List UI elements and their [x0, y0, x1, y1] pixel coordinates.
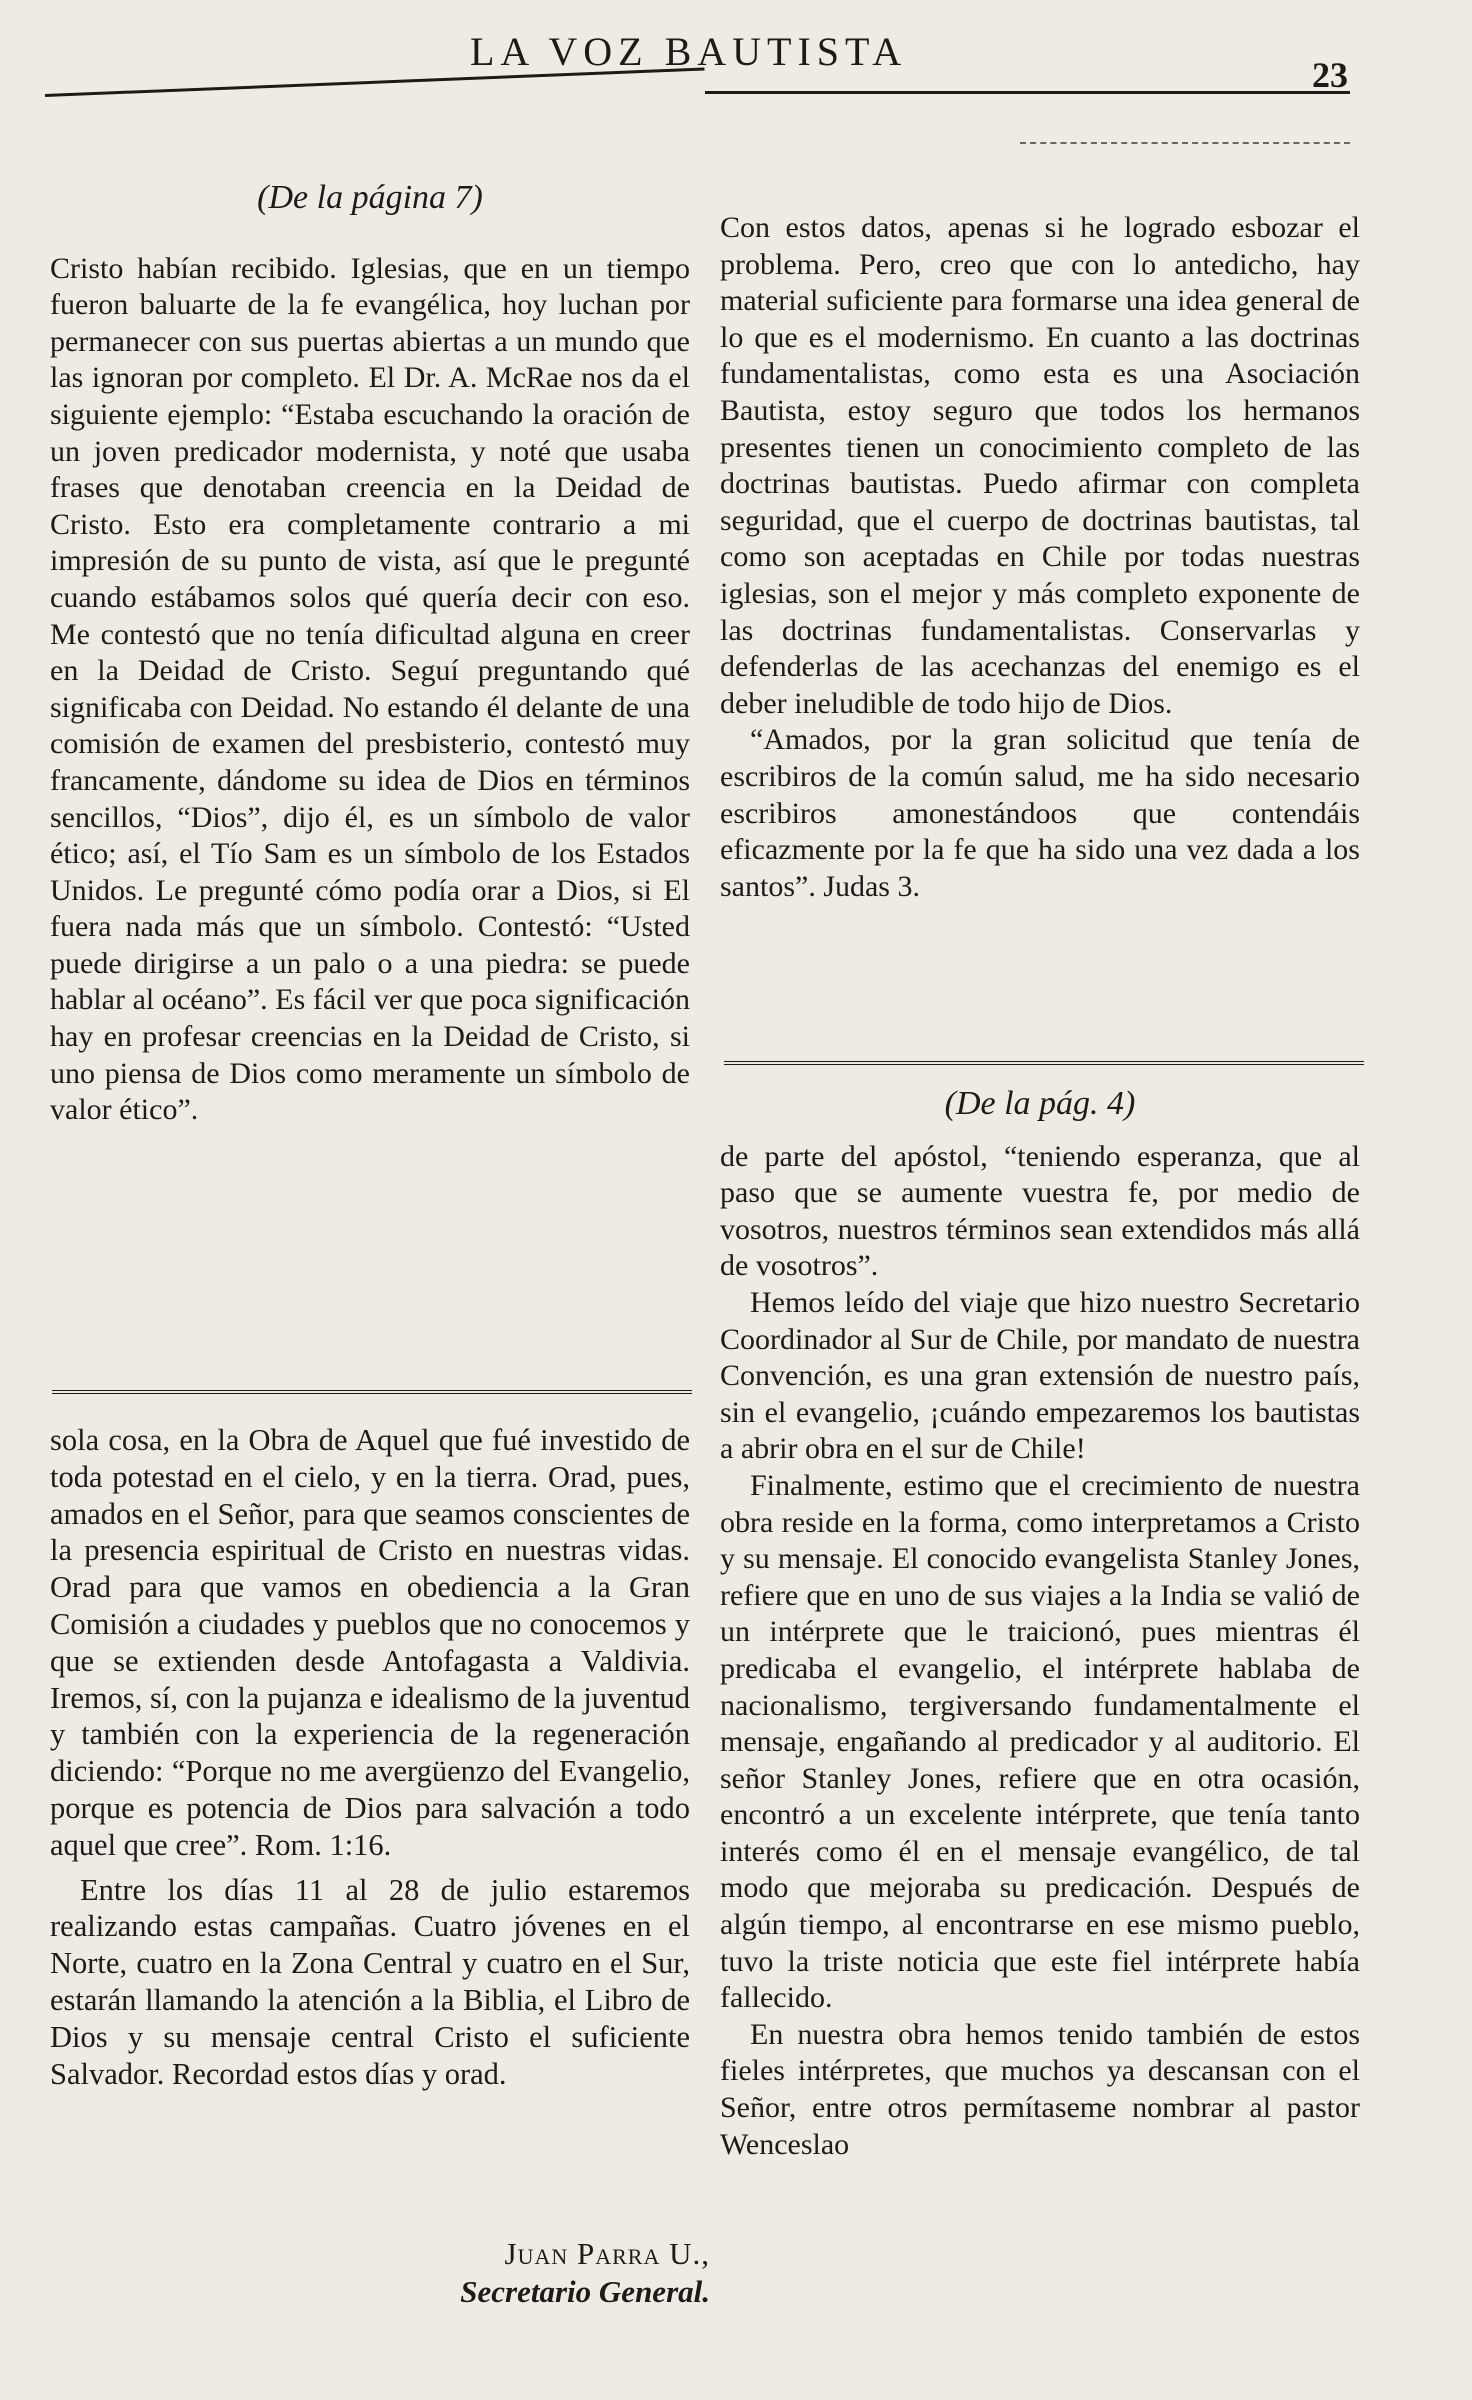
signature-block	[400, 2235, 710, 2311]
article-paragraph: Hemos leído del viaje que hizo nuestro Secretario Coordinador al Sur de Chile, por mandato de nuestra Convención, es una gran extensión de nuestro país, sin el evangelio, ¡cuándo empezaremos los bautistas a abrir obra en el sur de Chile!	[720, 1285, 1360, 1466]
article-paragraph: Cristo habían recibido. Iglesias, que en un tiempo fueron baluarte de la fe evangélica, hoy luchan por permanecer con sus puertas abiertas a un mundo que las ignoran por completo. El Dr. A. McRae nos da el siguiente ejemplo: “Estaba escuchando la oración de un joven predicador modernista, y noté que usaba frases que denotaban creencia en la Deidad de Cristo. Esto era completamente contrario a mi impresión de su punto de vista, así que le pregunté cuando estábamos solos qué quería decir con eso. Me contestó que no tenía dificultad alguna en creer en la Deidad de Cristo. Seguí preguntando qué significaba con Deidad. No estando él delante de una comisión de examen del presbisterio, contestó muy francamente, dándome su idea de Dios en términos sencillos, “Dios”, dijo él, es un símbolo de valor ético; así, el Tío Sam es un símbolo de los Estados Unidos. Le pregunté cómo podía orar a Dios, si El fuera nada más que un símbolo. Contestó: “Usted puede dirigirse a un palo o a una piedra: se puede hablar al océano”. Es fácil ver que poca significación hay en profesar creencias en la Deidad de Cristo, si uno piensa de Dios como meramente un símbolo de valor ético”.	[50, 251, 690, 1127]
left-column-lower	[50, 1422, 690, 2092]
right-column-upper	[720, 210, 1360, 905]
article-paragraph: Finalmente, estimo que el crecimiento de nuestra obra reside en la forma, como interpretamos a Cristo y su mensaje. El conocido evangelista Stanley Jones, refiere que en uno de sus viajes a la India se valió de un intérprete que le traicionó, pues mientras él predicaba el evangelio, el intérprete hablaba de nacionalismo, tergiversando fundamentalmente el mensaje, engañando al predicador y al auditorio. El señor Stanley Jones, refiere que en otra ocasión, encontró a un excelente intérprete, que tenía tanto interés como él en el mensaje evangélico, de tal modo que mejoraba su predicación. Después de algún tiempo, al encontrarse en ese mismo pueblo, tuvo la triste noticia que este fiel intérprete había fallecido.	[720, 1468, 1360, 2015]
signature-name: Juan Parra U.,	[504, 2236, 710, 2271]
continuation-heading-page-4: (De la pág. 4)	[944, 1085, 1136, 1122]
article-paragraph: “Amados, por la gran solicitud que tenía de escribiros de la común salud, me ha sido necesario escribiros amonestándoos que contendáis eficazmente por la fe que ha sido una vez dada a los santos”. Judas 3.	[720, 723, 1360, 903]
article-paragraph: Con estos datos, apenas si he logrado esbozar el problema. Pero, creo que con lo antedicho, hay material suficiente para formarse una idea general de lo que es el modernismo. En cuanto a las doctrinas fundamentalistas, como esta es una Asociación Bautista, estoy seguro que todos los hermanos presentes tienen un conocimiento completo de las doctrinas bautistas. Puedo afirmar con completa seguridad, que el cuerpo de doctrinas bautistas, tal como son aceptadas en Chile por todas nuestras iglesias, son el mejor y más completo exponente de las doctrinas fundamentalistas. Conservarlas y defenderlas de las acechanzas del enemigo es el deber ineludible de todo hijo de Dios.	[720, 211, 1360, 720]
article-paragraph: En nuestra obra hemos tenido también de estos fieles intérpretes, que muchos ya descansan con el Señor, entre otros permítaseme nombrar al pastor Wenceslao	[720, 2017, 1360, 2161]
section-divider-right	[724, 1061, 1364, 1065]
article-paragraph: de parte del apóstol, “teniendo esperanza, que al paso que se aumente vuestra fe, por medio de vosotros, nuestros términos sean extendidos más allá de vosotros”.	[720, 1139, 1360, 1283]
header-dotted-rule	[1020, 142, 1350, 144]
page-number: 23	[1312, 55, 1348, 95]
article-paragraph: sola cosa, en la Obra de Aquel que fué investido de toda potestad en el cielo, y en la tierra. Orad, pues, amados en el Señor, para que seamos conscientes de la presencia espiritual de Cristo en nuestras vidas. Orad para que vamos en obediencia a la Gran Comisión a ciudades y pueblos que no conocemos y que se extienden desde Antofagasta a Valdivia. Iremos, sí, con la pujanza e idealismo de la juventud y también con la experiencia de la regeneración diciendo: “Porque no me avergüenzo del Evangelio, porque es potencia de Dios para salvación a todo aquel que cree”. Rom. 1:16.	[50, 1423, 690, 1862]
header-rule-right	[705, 91, 1350, 94]
signature-role: Secretario General.	[460, 2274, 710, 2309]
left-column-upper	[50, 180, 690, 1129]
continuation-heading-page-7: (De la página 7)	[257, 179, 483, 216]
journal-title: LA VOZ BAUTISTA	[470, 29, 908, 74]
right-column-lower	[720, 1086, 1360, 2163]
section-divider-left	[52, 1390, 692, 1394]
running-head	[0, 18, 1472, 95]
article-paragraph: Entre los días 11 al 28 de julio estaremos realizando estas campañas. Cuatro jóvenes en el Norte, cuatro en la Zona Central y cuatro en el Sur, estarán llamando la atención a la Biblia, el Libro de Dios y su mensaje central Cristo el suficiente Salvador. Recordad estos días y orad.	[50, 1872, 690, 2091]
